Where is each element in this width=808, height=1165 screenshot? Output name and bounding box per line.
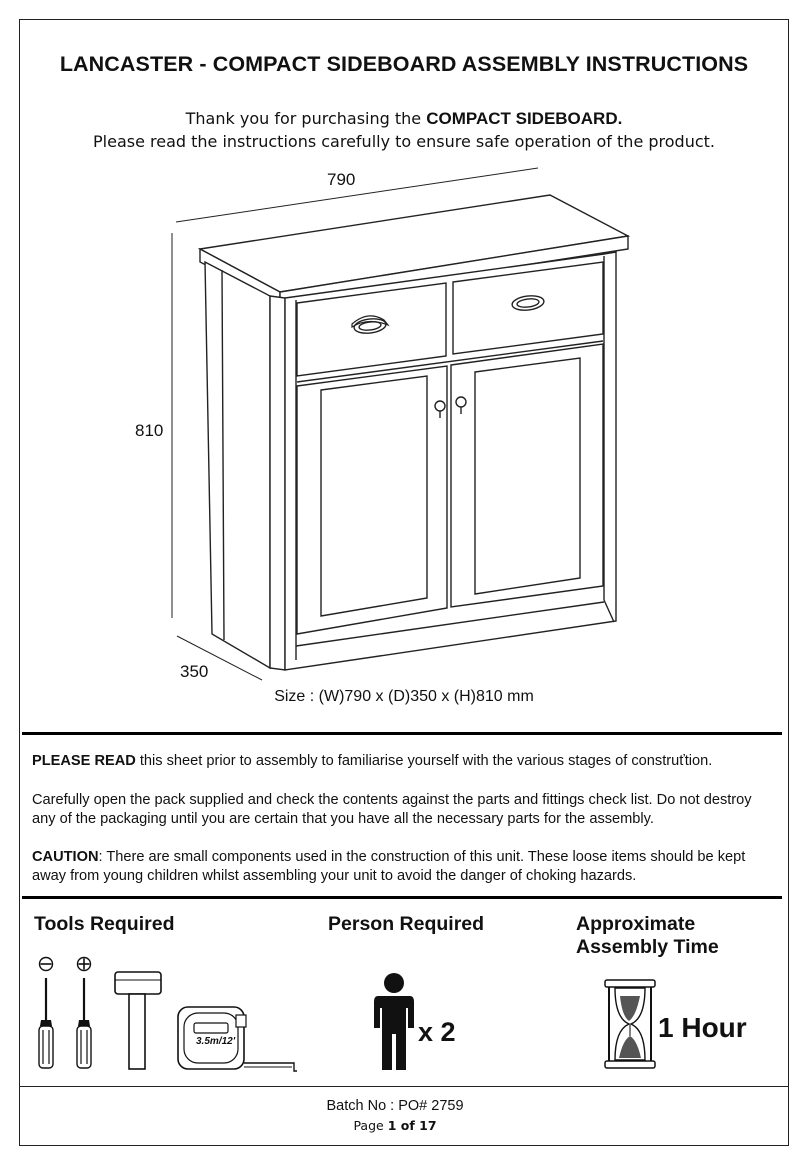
caution-note xyxy=(32,848,772,886)
page-prefix: Page xyxy=(353,1118,388,1133)
product-name: COMPACT SIDEBOARD. xyxy=(426,109,623,128)
page-title: LANCASTER - COMPACT SIDEBOARD ASSEMBLY INSTRUCTIONS xyxy=(59,52,749,76)
width-dimension: 790 xyxy=(327,170,356,189)
check-contents-note: Carefully open the pack supplied and check the contents against the parts and fittings check list. Do not destroy any of the packaging until you are certain that you have all the necessary parts for the assembly. xyxy=(32,792,752,827)
time-heading-line-1: Approximate xyxy=(576,913,696,935)
person-icon xyxy=(373,972,415,1072)
hourglass-icon xyxy=(603,978,657,1070)
height-dimension: 810 xyxy=(135,421,164,440)
time-heading-line-2: Assembly Time xyxy=(576,936,719,958)
phillips-screwdriver-icon xyxy=(72,954,98,1074)
depth-dimension: 350 xyxy=(180,662,209,681)
page-number xyxy=(0,1118,790,1133)
read-instructions-line: Please read the instructions carefully to ensure safe operation of the product. xyxy=(93,132,715,151)
please-read-text: this sheet prior to assembly to familiarise yourself with the various stages of construťtion. xyxy=(135,753,713,769)
assembly-time-value: 1 Hour xyxy=(658,1012,747,1043)
flat-screwdriver-icon xyxy=(34,954,60,1074)
batch-number: Batch No : PO# 2759 xyxy=(326,1098,464,1114)
sideboard-drawing xyxy=(0,160,808,700)
please-read-label: PLEASE READ xyxy=(32,753,136,769)
size-line: Size : (W)790 x (D)350 x (H)810 mm xyxy=(274,688,534,705)
divider-top xyxy=(22,732,782,735)
page-total: of 17 xyxy=(396,1118,437,1133)
tools-heading: Tools Required xyxy=(34,913,175,935)
divider-middle xyxy=(22,896,782,899)
person-count: x 2 xyxy=(418,1017,456,1047)
thanks-prefix: Thank you for purchasing the xyxy=(185,109,422,128)
caution-label: CAUTION xyxy=(32,849,99,865)
page-current: 1 xyxy=(387,1118,397,1133)
caution-text: : There are small components used in the construction of this unit. These loose items should be kept away from young children whilst assembling your unit to avoid the danger of choking hazards. xyxy=(32,849,746,884)
thanks-line xyxy=(0,109,808,129)
hammer-icon xyxy=(112,968,164,1072)
footer-divider xyxy=(20,1086,788,1087)
person-heading: Person Required xyxy=(328,913,485,935)
tape-measure-label: 3.5m/12' xyxy=(196,1036,236,1047)
please-read-note xyxy=(32,752,772,771)
time-heading xyxy=(576,913,719,959)
